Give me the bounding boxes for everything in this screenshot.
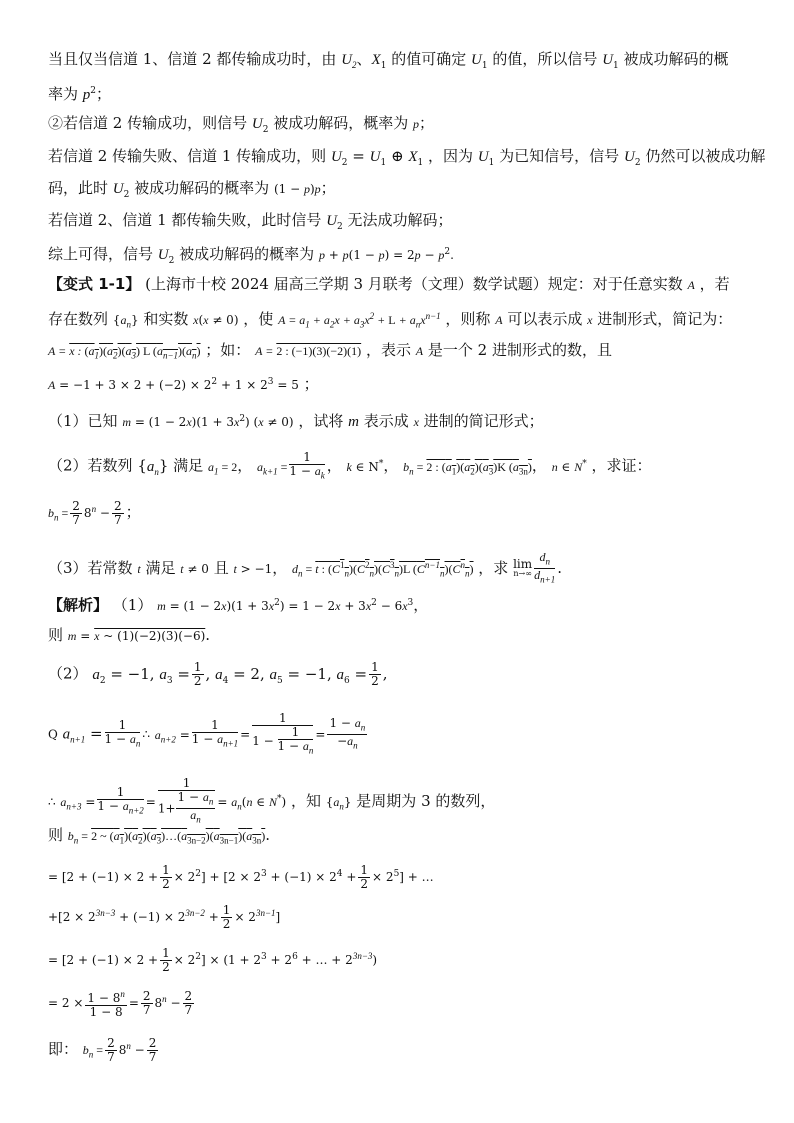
text: 进制形式，简记为： [597, 310, 733, 328]
text-line-2: 率为 $p^2$； [48, 85, 112, 103]
question-3: （3）若常数 t 满足 t ≠ 0 且 t > −1， $d_n = t$ : $(C^1_n)(C^2_n)(C^3_n)L$ $(C^{n-1}_n)(C^n_n)$ ，求 lim n→∞ $\frac{d_n}{d_{n+1}}$ . [48, 550, 563, 585]
text: ；如： [205, 341, 251, 359]
text: ，使 [243, 310, 274, 328]
answer-2-step-4: = [2 + (−1) × 2 + $\frac{1}{2}$ × $2^2] + [2 \times 2^3 + (-1) \times 2^4$ + $\frac{1}{2}$ × $2^5$] + … [48, 863, 434, 891]
text: ，因为 [428, 147, 474, 165]
text: 满足 [173, 456, 204, 475]
text: ，知 [290, 791, 321, 810]
text-line-7: 综上可得，信号 $U_2$ 被成功解码的概率为 $p + p(1 - p) = 2p - p^2$. [48, 245, 454, 266]
text-line-6: 若信道 2、信道 1 都传输失败，此时信号 $U_2$ 无法成功解码； [48, 211, 453, 232]
text: 则 [48, 826, 64, 844]
text: 进制的简记形式； [423, 412, 544, 430]
text: 被成功解码的概率为 [179, 245, 315, 263]
text: 即： [48, 1040, 79, 1058]
text: 若信道 2、信道 1 都传输失败，此时信号 [48, 211, 322, 229]
answer-2-step-1: Q $a_{n+1}$ = $\frac{1}{1 - a_n}$ ∴ $a_{n+2}$ = $\frac{1}{1 - a_{n+1}}$ = 1 1 − $\frac{1}{1 - a_n}$ = $\frac{1 - a_n}{-a_n}$ [48, 711, 366, 756]
text: ，若 [699, 275, 730, 293]
text: 的值，所以信号 [492, 50, 598, 68]
answer-2-step-5: $+[2 \times 2^{3n-3} + (-1) \times 2^{3n-2}$ + $\frac{1}{2}$ × $2^{3n-1}$] [48, 903, 281, 931]
text: ，试将 [298, 412, 344, 430]
variant-line-3: A = x : $(a_1)(a_2)(a_3)$ L $(a_{n-1})(a_n)$ ；如： A = 2 : (−1)(3)(−2)(1) ，表示 A 是一个 2 进制形式的数，且 [48, 341, 612, 361]
text: ，求证： [591, 456, 652, 475]
question-2-equation: $b_n$ = $\frac{2}{7}$ $8^n$ − $\frac{2}{7}$ ； [48, 498, 141, 527]
text: (上海市十校 2024 届高三学期 3 月联考（文理）数学试题）规定：对于任意实数 [145, 275, 683, 293]
text: ，则称 [445, 310, 491, 328]
text: ，表示 [365, 341, 411, 359]
analysis-heading: 【解析】 [48, 596, 109, 614]
answer-2: （2） $a_2 = -1$, $a_3$ = $\frac{1}{2}$ , $a_4 = 2$, $a_5 = -1$, $a_6$ = $\frac{1}{2}$ , [48, 660, 388, 688]
answer-2-conclusion: 即： $b_n$ = $\frac{2}{7}$ $8^n$ − $\frac{2}{7}$ [48, 1035, 157, 1064]
answer-1: 【解析】 （1） $m = (1 - 2x)(1 + 3x^2) = 1 - 2x + 3x^2 - 6x^3$， [48, 596, 429, 614]
text: 可以表示成 [507, 310, 583, 328]
text: 被成功解码的概 [623, 50, 729, 68]
answer-1-result: 则 m = x ~ (1)(−2)(3)(−6). [48, 626, 211, 644]
text: 无法成功解码； [347, 211, 453, 229]
text: 表示成 [363, 412, 409, 430]
text: 码，此时 [48, 179, 109, 197]
text: 率为 [48, 85, 79, 103]
variant-line-4: $A = -1 + 3 \times 2 + (-2) \times 2^2 + 1 \times 2^3 = 5$ ； [48, 375, 319, 393]
question-2: （2）若数列 $\{a_n\}$ 满足 $a_1 = 2$， $a_{k+1}$ = $\frac{1}{1 - a_k}$ ， k ∈ N*， $b_n = 2$ : $(a_1)(a_2)(a_3)K$ $(a_{3n})$， n ∈ N* ，求证： [48, 450, 652, 481]
text: 当且仅当信道 1、信道 2 都传输成功时，由 [48, 50, 337, 68]
text: （1）已知 [48, 412, 118, 430]
variant-line-1: 【变式 1-1】 (上海市十校 2024 届高三学期 3 月联考（文理）数学试题）规定：对于任意实数 A ，若 [48, 275, 730, 293]
variant-line-2: 存在数列 $\{a_n\}$ 和实数 x(x ≠ 0) ，使 $A = a_1 + a_2x + a_3x^2 + L + a_nx^{n-1}$ ，则称 A 可以表示成 x 进制形式，简记为： [48, 310, 733, 330]
answer-2-step-6: = [2 + (−1) × 2 + $\frac{1}{2}$ × $2^2] \times (1 + 2^3 + 2^6$ + … + $2^{3n-3}$) [48, 946, 378, 974]
answer-2-step-7: = 2 × $\frac{1 - 8^n}{1 - 8}$ = $\frac{2}{7}$ $8^n$ − $\frac{2}{7}$ [48, 989, 193, 1019]
text: 为已知信号，信号 [499, 147, 620, 165]
text: 存在数列 [48, 310, 109, 328]
text: 综上可得，信号 [48, 245, 154, 263]
text: 则 [48, 626, 64, 644]
answer-2-step-2: ∴ $a_{n+3}$ = $\frac{1}{1 - a_{n+2}}$ = 1 1+ $\frac{1 - a_n}{a_n}$ = $a_n(n$ ∈ N*) ，知 $\{a_n\}$ 是周期为 3 的数列， [48, 776, 496, 825]
text-line-3: ②若信道 2 传输成功，则信号 $U_2$ 被成功解码，概率为 p； [48, 114, 435, 135]
text: （1） [112, 596, 153, 614]
text: ②若信道 2 传输成功，则信号 [48, 114, 248, 132]
text: 被成功解码的概率为 [134, 179, 270, 197]
text: （2）若数列 [48, 456, 133, 475]
question-1: （1）已知 $m = (1 - 2x)(1 + 3x^2)$ (x ≠ 0) ，试将 m 表示成 x 进制的简记形式； [48, 412, 544, 430]
text-line-1: 当且仅当信道 1、信道 2 都传输成功时，由 $U_2$、$X_1$ 的值可确定 $U_1$ 的值，所以信号 $U_1$ 被成功解码的概 [48, 50, 729, 71]
text: 是一个 2 进制形式的数，且 [427, 341, 612, 359]
text: （3）若常数 [48, 558, 133, 577]
text-line-4: 若信道 2 传输失败、信道 1 传输成功，则 $U_2 = U_1$ ⊕ $X_1$ ，因为 $U_1$ 为已知信号，信号 $U_2$ 仍然可以被成功解 [48, 147, 766, 168]
text: 满足 [145, 558, 176, 577]
text: ，求 [478, 558, 509, 577]
text: 仍然可以被成功解 [645, 147, 766, 165]
text: 被成功解码，概率为 [273, 114, 409, 132]
text: 是周期为 3 的数列， [356, 791, 496, 810]
text: 的值可确定 [391, 50, 467, 68]
text-line-5: 码，此时 $U_2$ 被成功解码的概率为 (1 − p)p； [48, 179, 336, 200]
answer-2-step-3: 则 $b_n = 2$ ~ $(a_1)(a_2)(a_3)\dots(a_{3n-2})(a_{3n-1})(a_{3n})$. [48, 826, 271, 846]
text: （2） [48, 664, 88, 683]
variant-heading: 【变式 1-1】 [48, 275, 141, 293]
text: 若信道 2 传输失败、信道 1 传输成功，则 [48, 147, 327, 165]
text: 和实数 [143, 310, 189, 328]
text: 且 [213, 558, 229, 577]
